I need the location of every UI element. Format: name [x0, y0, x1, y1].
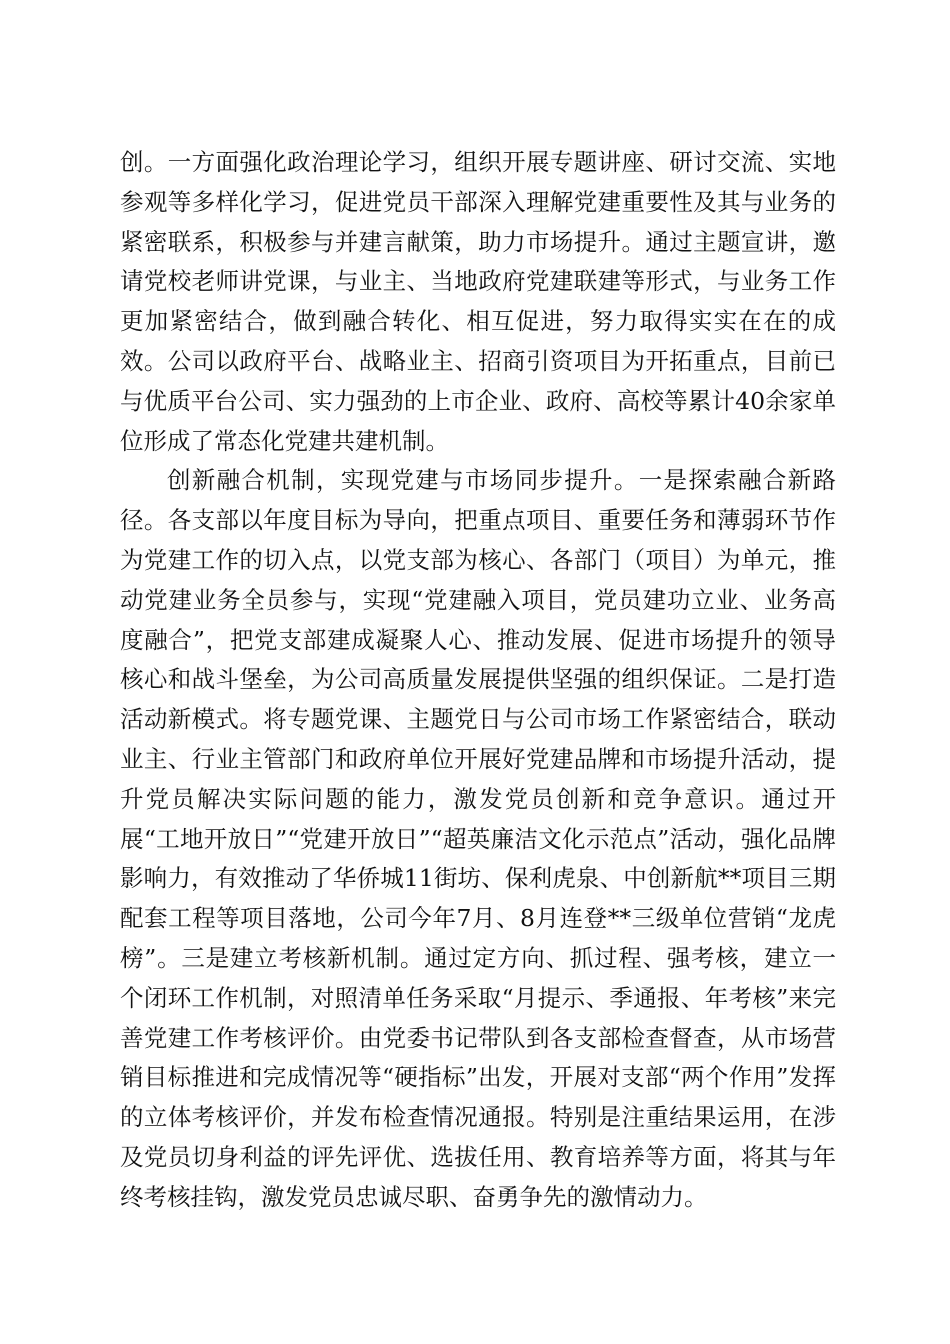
paragraph-continued: 创。一方面强化政治理论学习，组织开展专题讲座、研讨交流、实地参观等多样化学习，促进党员干部深入理解党建重要性及其与业务的紧密联系，积极参与并建言献策，助力市场提升。通过主题宣讲，邀请党校老师讲党课，与业主、当地政府党建联建等形式，与业务工作更加紧密结合，做到融合转化、相互促进，努力取得实实在在的成效。公司以政府平台、战略业主、招商引资项目为开拓重点，目前已与优质平台公司、实力强劲的上市企业、政府、高校等累计40余家单位形成了常态化党建共建机制。 — [120, 148, 836, 455]
document-body — [120, 143, 836, 1218]
paragraph-innovation-mechanism: 创新融合机制，实现党建与市场同步提升。一是探索融合新路径。各支部以年度目标为导向，把重点项目、重要任务和薄弱环节作为党建工作的切入点，以党支部为核心、各部门（项目）为单元，推动党建业务全员参与，实现“党建融入项目，党员建功立业、业务高度融合”，把党支部建成凝聚人心、推动发展、促进市场提升的领导核心和战斗堡垒，为公司高质量发展提供坚强的组织保证。二是打造活动新模式。将专题党课、主题党日与公司市场工作紧密结合，联动业主、行业主管部门和政府单位开展好党建品牌和市场提升活动，提升党员解决实际问题的能力，激发党员创新和竞争意识。通过开展“工地开放日”“党建开放日”“超英廉洁文化示范点”活动，强化品牌影响力，有效推动了华侨城11街坊、保利虎泉、中创新航**项目三期配套工程等项目落地，公司今年7月、8月连登**三级单位营销“龙虎榜”。三是建立考核新机制。通过定方向、抓过程、强考核，建立一个闭环工作机制，对照清单任务采取“月提示、季通报、年考核”来完善党建工作考核评价。由党委书记带队到各支部检查督查，从市场营销目标推进和完成情况等“硬指标”出发，开展对支部“两个作用”发挥的立体考核评价，并发布检查情况通报。特别是注重结果运用，在涉及党员切身利益的评先评优、选拔任用、教育培养等方面，将其与年终考核挂钩，激发党员忠诚尽职、奋勇争先的激情动力。 — [120, 466, 836, 1211]
